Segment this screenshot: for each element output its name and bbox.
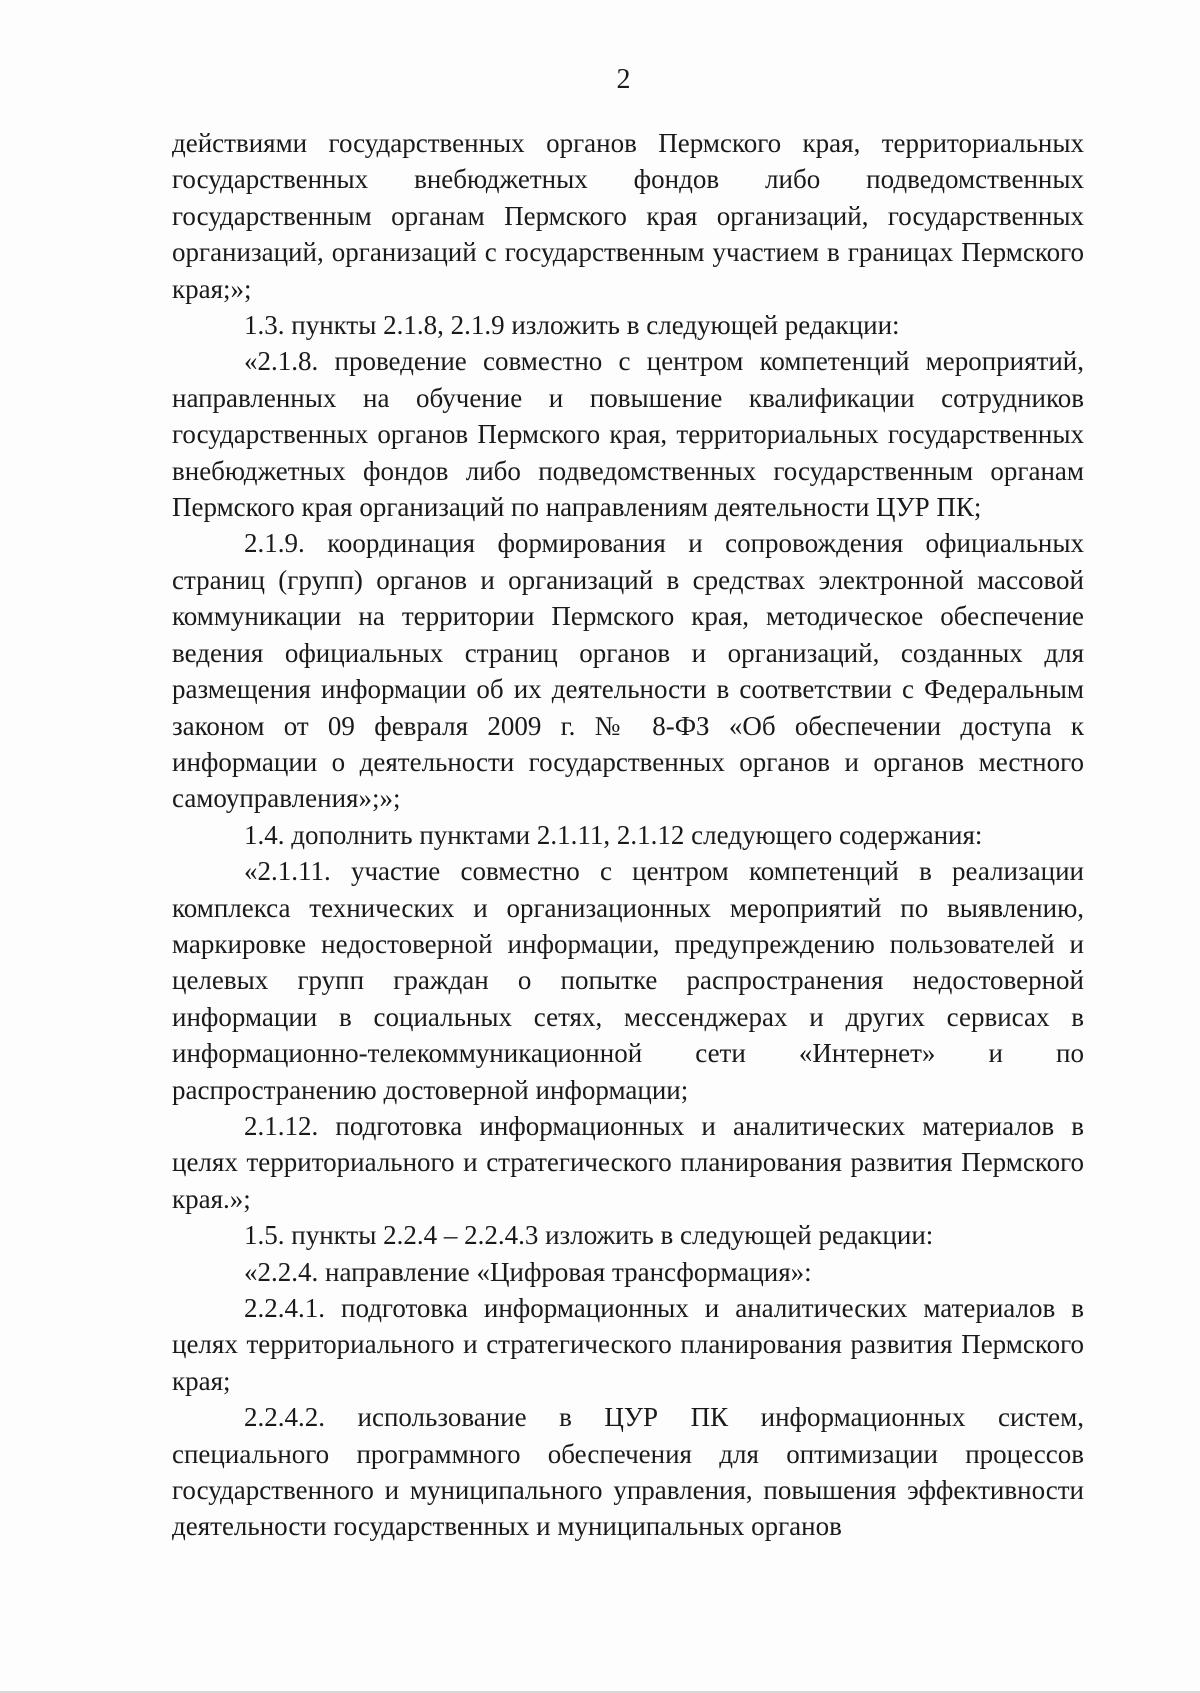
- paragraph: 2.1.9. координация формирования и сопровождения официальных страниц (групп) органов и организаций в средствах электронной массовой коммуникации на территории Пермского края, методическое обеспечение ведения официальных страниц органов и организаций, созданных для размещения информации об их деятельности в соответствии с Федеральным законом от 09 февраля 2009 г. № 8-ФЗ «Об обеспечении доступа к информации о деятельности государственных органов и органов местного самоуправления»;»;: [172, 528, 1084, 814]
- paragraph: «2.1.11. участие совместно с центром компетенций в реализации комплекса технических и организационных мероприятий по выявлению, маркировке недостоверной информации, предупреждению пользователей и целевых групп граждан о попытке распространения недостоверной информации в социальных сетях, мессенджерах и других сервисах в информационно-телекоммуникационной сети «Интернет» и по распространению достоверной информации;: [172, 856, 1084, 1105]
- paragraph: действиями государственных органов Пермского края, территориальных государственных внебюджетных фондов либо подведомственных государственным органам Пермского края организаций, государственных организаций, организаций с государственным участием в границах Пермского края;»;: [172, 128, 1084, 304]
- paragraph: «2.2.4. направление «Цифровая трансформация»:: [244, 1256, 812, 1287]
- page-number: 2: [616, 64, 631, 95]
- paragraph: «2.1.8. проведение совместно с центром компетенций мероприятий, направленных на обучение и повышение квалификации сотрудников государственных органов Пермского края, территориальных государственных внебюджетных фондов либо подведомственных государственным органам Пермского края организаций по направлениям деятельности ЦУР ПК;: [172, 346, 1084, 523]
- paragraph: 1.5. пункты 2.2.4 – 2.2.4.3 изложить в следующей редакции:: [244, 1220, 934, 1251]
- paragraph: 2.2.4.2. использование в ЦУР ПК информационных систем, специального программного обеспечения для оптимизации процессов государственного и муниципального управления, повышения эффективности деятельности государственных и муниципальных органов: [172, 1402, 1084, 1542]
- paragraph: 2.2.4.1. подготовка информационных и аналитических материалов в целях территориального и стратегического планирования развития Пермского края;: [172, 1293, 1084, 1396]
- paragraph: 2.1.12. подготовка информационных и аналитических материалов в целях территориального и стратегического планирования развития Пермского края.»;: [172, 1110, 1084, 1214]
- document-body: [172, 125, 1084, 1545]
- paragraph: 1.4. дополнить пунктами 2.1.11, 2.1.12 следующего содержания:: [244, 819, 983, 850]
- paragraph: 1.3. пункты 2.1.8, 2.1.9 изложить в следующей редакции:: [244, 310, 900, 341]
